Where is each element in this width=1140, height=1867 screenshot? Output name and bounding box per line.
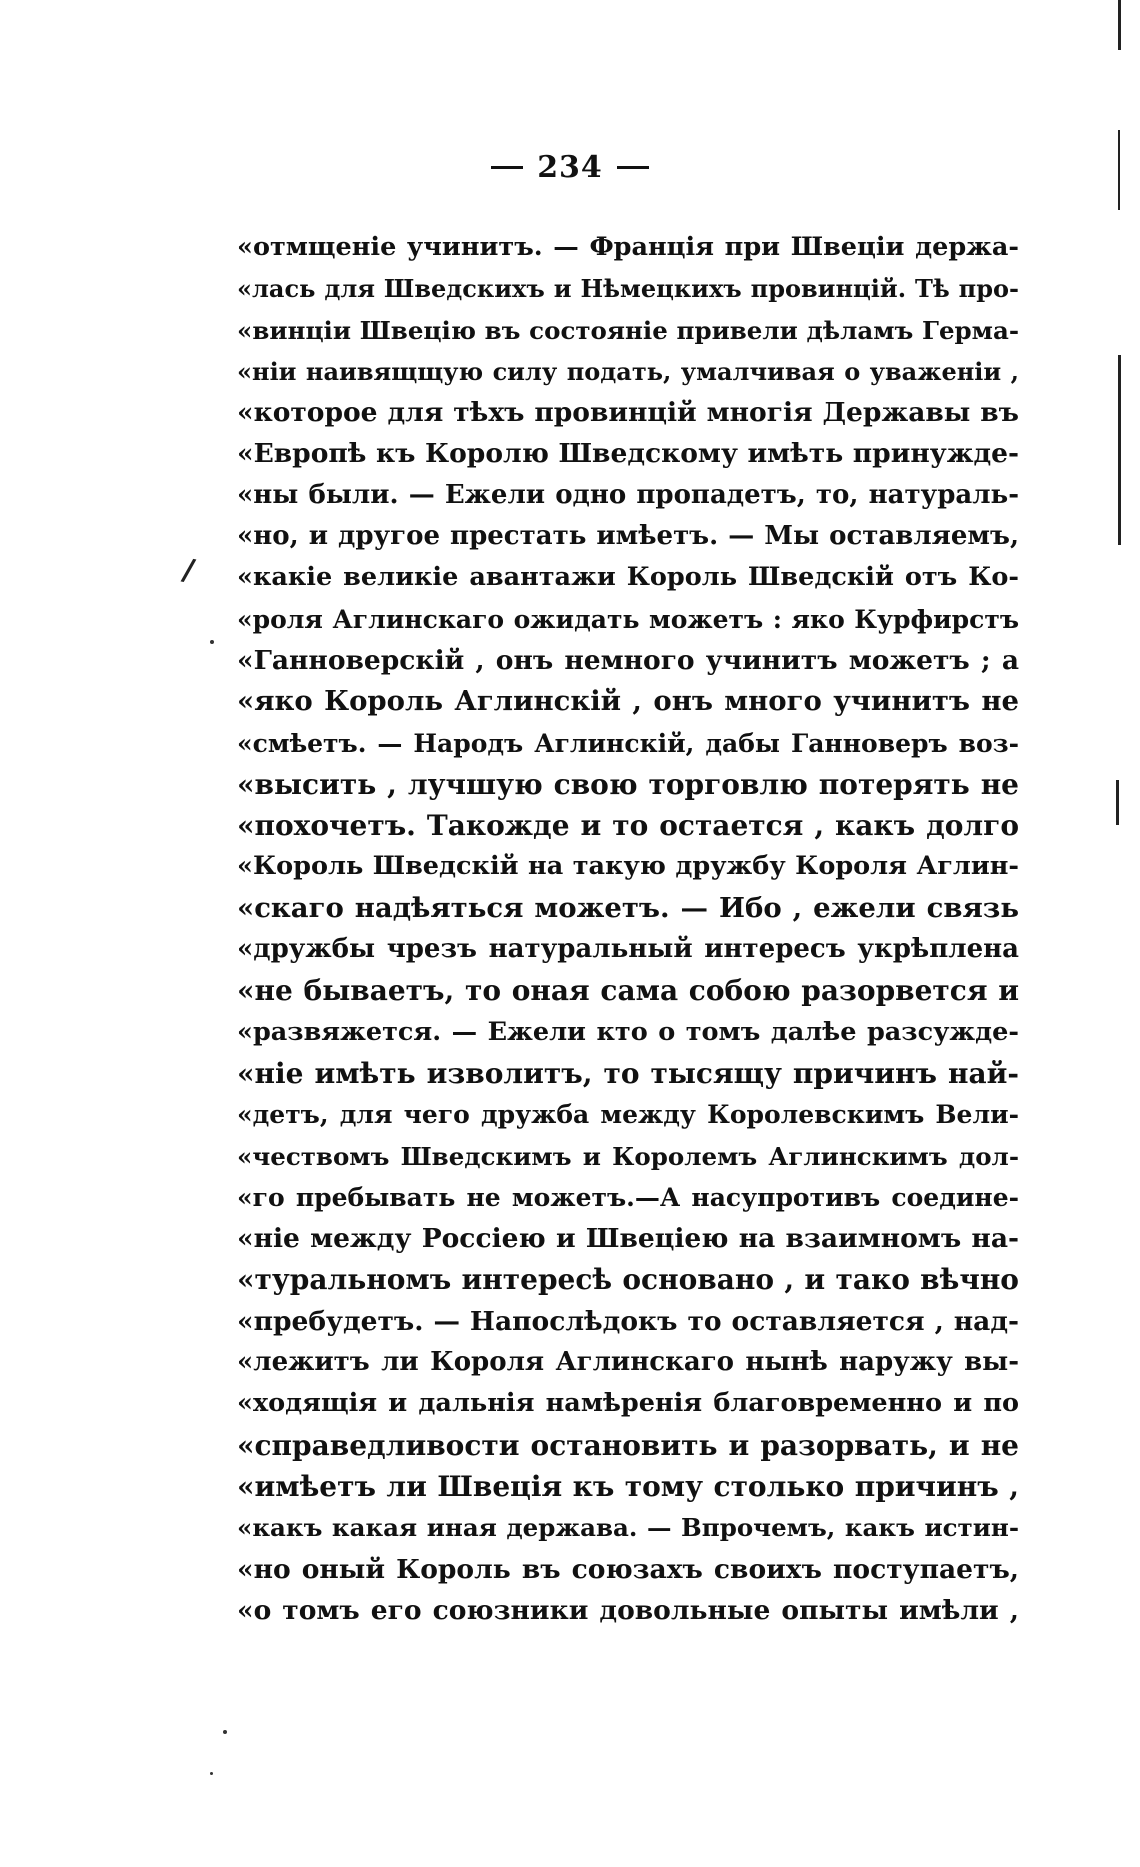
text-line: «яко Король Аглинскій , онъ много учинитъ не <box>237 685 1019 718</box>
text-line: «роля Аглинскаго ожидать можетъ : яко Курфирстъ <box>237 604 1019 634</box>
text-line: «развяжется. — Ежели кто о томъ далѣе разсужде- <box>237 1016 1019 1047</box>
text-line: «ніи наивящщую силу подать, умалчивая о уваженіи , <box>237 356 1019 386</box>
margin-speck <box>223 1730 227 1734</box>
margin-rule-top <box>1118 0 1121 50</box>
margin-rule-middle <box>1118 355 1121 545</box>
left-dash <box>491 166 523 169</box>
text-line: «смѣетъ. — Народъ Аглинскій, дабы Ганноверъ воз- <box>237 728 1019 758</box>
text-line: «Европѣ къ Королю Шведскому имѣть принужде- <box>237 438 1019 470</box>
text-line: «высить , лучшую свою торговлю потерять не <box>237 767 1019 801</box>
text-line: «ходящія и дальнія намѣренія благовременно и по <box>237 1388 1019 1419</box>
text-line: «справедливости остановить и разорвать, и не <box>237 1428 1019 1462</box>
text-line: «похочетъ. Такожде и то остается , какъ долго <box>237 809 1019 843</box>
text-line: «но, и другое престать имѣетъ. — Мы оставляемъ, <box>237 521 1019 552</box>
margin-rule-lower <box>1116 780 1119 825</box>
text-line: «ніе между Россіею и Швеціею на взаимномъ на- <box>237 1223 1019 1255</box>
text-line: «Ганноверскій , онъ немного учинитъ можетъ ; а <box>237 644 1019 676</box>
margin-rule-upper <box>1118 130 1120 210</box>
text-line: «отмщеніе учинитъ. — Франція при Швеціи держа- <box>237 232 1019 262</box>
text-line: «ны были. — Ежели одно пропадетъ, то, натураль- <box>237 479 1019 510</box>
text-line: «но оный Король въ союзахъ своихъ поступаетъ, <box>237 1553 1019 1585</box>
text-line: «о томъ его союзники довольные опыты имѣли , <box>237 1594 1019 1626</box>
text-line: «го пребывать не можетъ.—А насупротивъ соедине- <box>237 1182 1019 1212</box>
page-number: 234 <box>537 150 603 185</box>
text-line: «дружбы чрезъ натуральный интересъ укрѣплена <box>237 934 1019 965</box>
text-line: «которое для тѣхъ провинцій многія Державы въ <box>237 397 1019 429</box>
text-line: «винціи Швецію въ состояніе привели дѣламъ Герма- <box>237 315 1019 345</box>
text-line: «какъ какая иная держава. — Впрочемъ, какъ истин- <box>237 1513 1019 1543</box>
text-line: «лежитъ ли Короля Аглинскаго нынѣ наружу вы- <box>237 1347 1019 1378</box>
margin-speck <box>210 1772 213 1775</box>
body-text <box>237 227 1019 1631</box>
text-line: «Король Шведскій на такую дружбу Короля Аглин- <box>237 851 1019 882</box>
text-line: «туральномъ интересѣ основано , и тако вѣчно <box>237 1263 1019 1297</box>
right-dash <box>617 166 649 169</box>
text-line: «чествомъ Шведскимъ и Королемъ Аглинскимъ дол- <box>237 1141 1019 1171</box>
text-line: «какіе великіе авантажи Король Шведскій отъ Ко- <box>237 562 1019 593</box>
text-line: «детъ, для чего дружба между Королевскимъ Вели- <box>237 1100 1019 1130</box>
text-line: «ніе имѣть изволитъ, то тысящу причинъ най- <box>237 1056 1019 1090</box>
margin-tick-mark: / <box>179 552 198 589</box>
text-line: «лась для Шведскихъ и Нѣмецкихъ провинцій. Тѣ про- <box>237 274 1019 304</box>
text-line: «пребудетъ. — Напослѣдокъ то оставляется , над- <box>237 1305 1019 1337</box>
text-line: «не бываетъ, то оная сама собою разорвется и <box>237 974 1019 1008</box>
text-line: «имѣетъ ли Швеція къ тому столько причинъ , <box>237 1469 1019 1503</box>
text-line: «скаго надѣяться можетъ. — Ибо , ежели связь <box>237 891 1019 924</box>
page-number-header <box>0 150 1140 185</box>
margin-speck <box>210 640 214 644</box>
